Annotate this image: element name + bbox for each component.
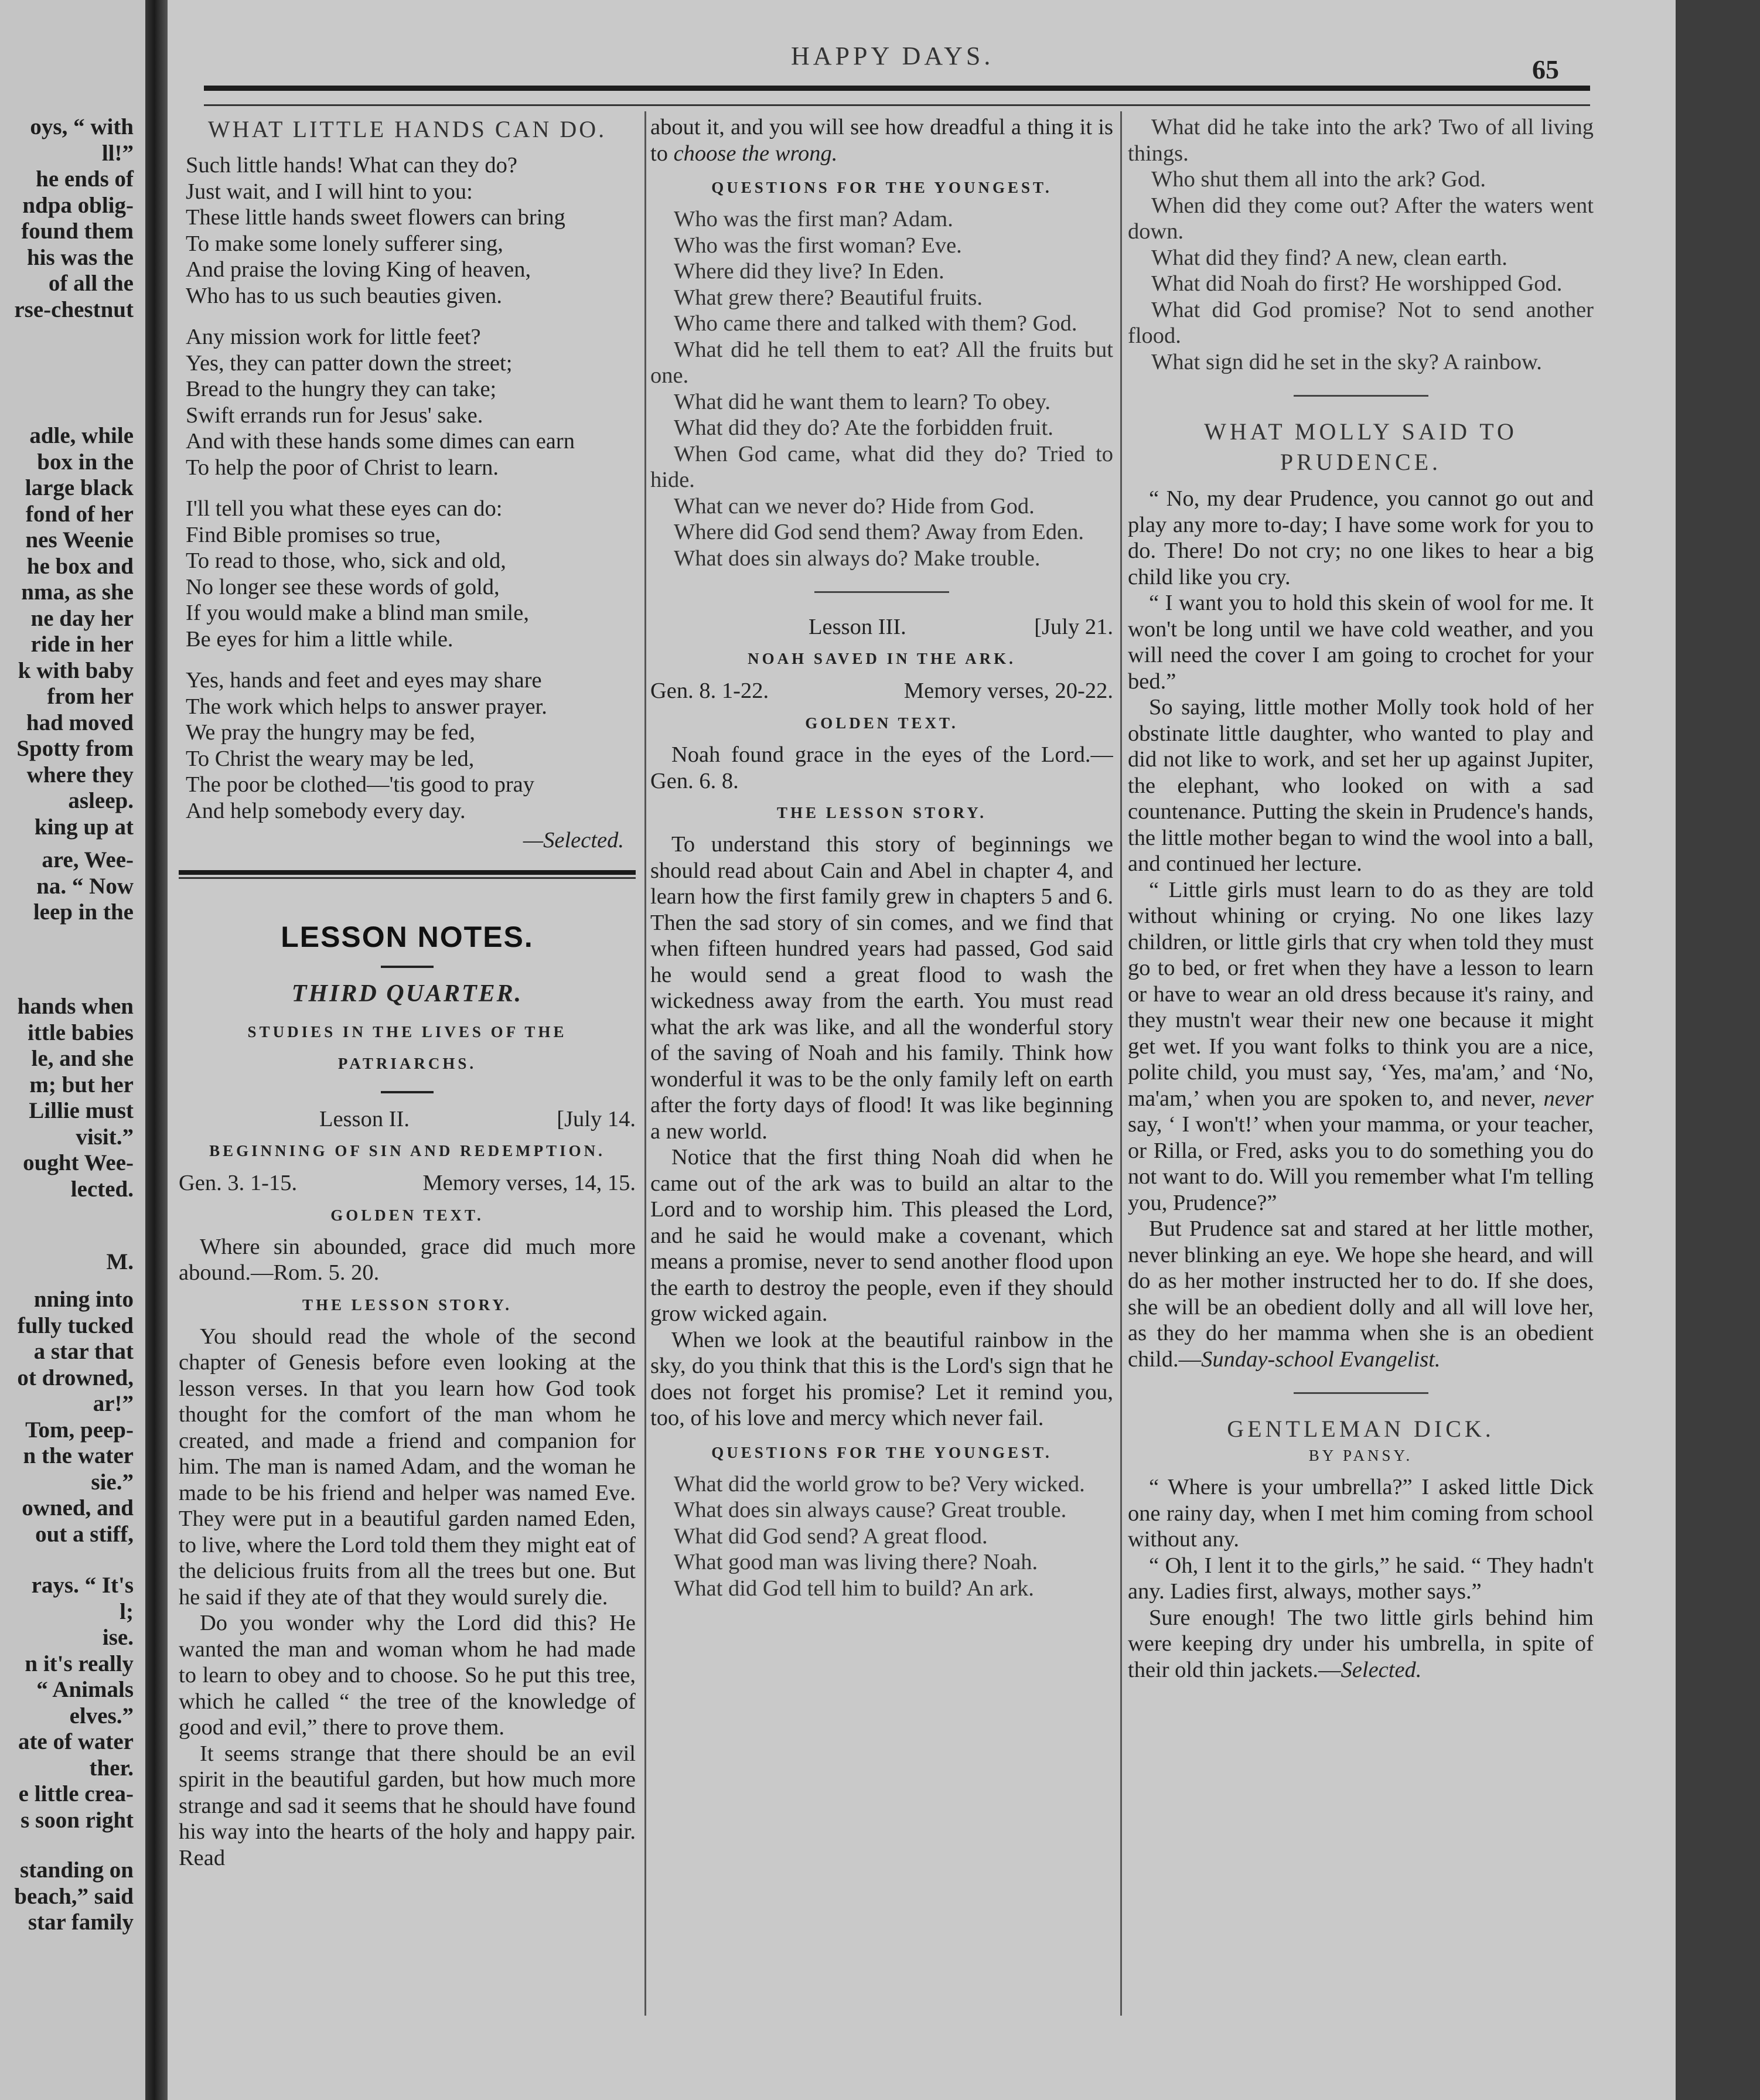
- fragment-line: his was the: [26, 244, 134, 270]
- fragment-line: he box and: [26, 553, 134, 579]
- story-title: PRUDENCE.: [1280, 449, 1442, 475]
- story-paragraph: “ Where is your umbrella?” I asked little Dick one rainy day, when I met him coming from school without any.: [1128, 1475, 1594, 1552]
- question-answer: What did he take into the ark? Two of all living things.: [1128, 115, 1594, 166]
- reference: Gen. 3. 1-15.: [179, 1170, 298, 1195]
- fragment-line: ate of water: [18, 1729, 134, 1754]
- left-page-fragment: [0, 0, 145, 2100]
- column-1: [179, 114, 636, 1871]
- poem-stanza: [179, 496, 636, 652]
- fragment-line: ll!”: [101, 140, 134, 166]
- fragment-line: fond of her: [25, 501, 134, 527]
- question-answer: What grew there? Beautiful fruits.: [674, 285, 983, 310]
- question-answer: When did they come out? After the waters went down.: [1128, 193, 1594, 244]
- fragment-line: na. “ Now: [36, 873, 134, 899]
- question-answer: What did Noah do first? He worshipped God.: [1151, 271, 1563, 296]
- poem-line: Be eyes for him a little while.: [186, 626, 453, 652]
- fragment-line: beach,” said: [14, 1883, 134, 1909]
- lesson-header: [650, 613, 1113, 641]
- divider-rule: [1294, 395, 1428, 397]
- story-paragraph: “ No, my dear Prudence, you cannot go out and play any more to-day; I have some work for you to do. There! Do not cry; no one likes to hear a big child like you cry.: [1128, 486, 1594, 589]
- poem-line: Who has to us such beauties given.: [186, 283, 502, 308]
- fragment-line: rse-chestnut: [14, 296, 134, 322]
- fragment-line: hands when: [17, 994, 134, 1019]
- scan-border: [1676, 0, 1760, 2100]
- fragment-line: Lillie must: [29, 1098, 134, 1123]
- divider-rule: [1294, 1392, 1428, 1394]
- poem-line: Yes, they can patter down the street;: [186, 350, 513, 376]
- fragment-line: a star that: [33, 1339, 134, 1364]
- lesson-title: NOAH SAVED IN THE ARK.: [748, 650, 1016, 667]
- fragment-line: “ Animals: [36, 1677, 134, 1702]
- poem-body: [179, 152, 636, 824]
- poem-line: To make some lonely sufferer sing,: [186, 231, 503, 256]
- lesson-date: [July 14.: [557, 1106, 636, 1131]
- reference: Gen. 8. 1-22.: [650, 679, 769, 703]
- fragment-line: Spotty from: [16, 736, 134, 761]
- questions-list: [650, 1471, 1113, 1602]
- fragment-line: where they: [26, 762, 134, 788]
- poem-line: And help somebody every day.: [186, 798, 466, 823]
- lesson-story-heading: THE LESSON STORY.: [777, 804, 987, 821]
- section-rule: [179, 870, 636, 875]
- question-answer: Who came there and talked with them? God.: [674, 311, 1077, 336]
- fragment-line: l;: [120, 1598, 134, 1624]
- fragment-line: k with baby: [18, 657, 134, 683]
- memory-verses: Memory verses, 14, 15.: [422, 1170, 636, 1195]
- short-rule: [381, 966, 434, 968]
- fragment-line: ought Wee-: [23, 1150, 134, 1175]
- poem-line: I'll tell you what these eyes can do:: [186, 496, 503, 521]
- lesson-notes-heading: LESSON NOTES.: [281, 920, 534, 953]
- question-answer: What did God send? A great flood.: [674, 1523, 988, 1549]
- fragment-line: ther.: [89, 1755, 134, 1781]
- left-fragment-block: [0, 1573, 134, 1833]
- byline: BY PANSY.: [1308, 1447, 1413, 1464]
- fragment-line: nes Weenie: [25, 527, 134, 553]
- story-paragraph: It seems strange that there should be an evil spirit in the beautiful garden, but how much more strange and sad it seems that he should have found his way into the hearts of the holy and happy pair. Read: [179, 1741, 636, 1870]
- story-continuation: [650, 114, 1113, 166]
- golden-text-heading: GOLDEN TEXT.: [805, 714, 959, 732]
- studies-line: PATRIARCHS.: [337, 1054, 477, 1072]
- fragment-line: e little crea-: [18, 1781, 134, 1806]
- fragment-line: of all the: [48, 271, 134, 296]
- story-source: Sunday-school Evangelist.: [1201, 1346, 1441, 1372]
- poem-line: And with these hands some dimes can earn: [186, 429, 575, 454]
- question-answer: What did God tell him to build? An ark.: [674, 1576, 1034, 1601]
- question-answer: What did they find? A new, clean earth.: [1151, 245, 1507, 270]
- poem-line: These little hands sweet flowers can bring: [186, 205, 565, 230]
- lesson-header: [179, 1105, 636, 1133]
- story-cont-emphasis: choose the wrong.: [673, 141, 838, 166]
- lesson-label: Lesson II.: [319, 1106, 410, 1131]
- story-text: say, ‘ I won't!’ when your mamma, or your teacher, or Rilla, or Fred, asks you to do something you do not want to do. Will you remember what I'm telling you, Prudence?”: [1128, 1112, 1594, 1215]
- left-fragment-block: [0, 1857, 134, 1936]
- short-rule: [381, 1091, 434, 1093]
- fragment-line: large black: [25, 475, 134, 500]
- fragment-line: he ends of: [36, 166, 134, 192]
- question-answer: What sign did he set in the sky? A rainbow.: [1151, 349, 1542, 374]
- fragment-line: ot drowned,: [17, 1365, 134, 1390]
- story-paragraph: Notice that the first thing Noah did when he came out of the ark was to build an altar to the Lord and to worship him. This pleased the Lord, and he said he would make a covenant, which means a promise, never to send another flood upon the earth to destroy the people, even if they should grow wicked again.: [650, 1145, 1113, 1326]
- fragment-line: owned, and: [22, 1495, 134, 1521]
- poem-line: The poor be clothed—'tis good to pray: [186, 772, 535, 797]
- header-rule-thin: [204, 104, 1590, 106]
- poem-line: To read to those, who, sick and old,: [186, 548, 506, 573]
- poem-line: And praise the loving King of heaven,: [186, 257, 531, 282]
- story-paragraph: “ I want you to hold this skein of wool for me. It won't be long until we have cold weather, and you will need the cover I am going to crochet for your bed.”: [1128, 591, 1594, 694]
- story-text: But Prudence sat and stared at her little mother, never blinking an eye. We hope she heard, and will do as her mother instructed her to do. If she does, she will be an obedient dolly and all will love her, as they do her mamma when she is an obedient child.—: [1128, 1216, 1594, 1372]
- fragment-line: from her: [47, 684, 134, 709]
- poem-line: If you would make a blind man smile,: [186, 601, 529, 625]
- story-paragraph: [1128, 877, 1594, 1216]
- question-answer: Who was the first woman? Eve.: [674, 233, 962, 258]
- left-fragment-block: [0, 1287, 134, 1547]
- poem-attribution: —Selected.: [523, 828, 624, 853]
- poem-stanza: [179, 152, 636, 309]
- question-answer: When God came, what did they do? Tried to hide.: [650, 441, 1113, 492]
- studies-line: STUDIES IN THE LIVES OF THE: [247, 1022, 567, 1041]
- fragment-line: M.: [106, 1249, 134, 1274]
- question-answer: What did he tell them to eat? All the fruits but one.: [650, 337, 1113, 388]
- fragment-line: le, and she: [31, 1046, 134, 1071]
- fragment-line: are, Wee-: [42, 847, 134, 872]
- question-answer: What did he want them to learn? To obey.: [674, 389, 1051, 414]
- header-rule: [204, 86, 1590, 91]
- story-text: Sure enough! The two little girls behind him were keeping dry under his umbrella, in spite of their old thin jackets.—: [1128, 1605, 1594, 1682]
- fragment-line: ride in her: [30, 632, 134, 657]
- left-fragment-block: [0, 1249, 134, 1276]
- poem-title: WHAT LITTLE HANDS CAN DO.: [207, 116, 607, 142]
- fragment-line: adle, while: [29, 423, 134, 448]
- lesson-title: BEGINNING OF SIN AND REDEMPTION.: [209, 1141, 605, 1160]
- question-answer: Who was the first man? Adam.: [674, 207, 953, 231]
- fragment-line: ise.: [102, 1625, 134, 1650]
- fragment-line: had moved: [26, 710, 134, 735]
- story-paragraph: “ Oh, I lent it to the girls,” he said. “ They hadn't any. Ladies first, always, mother says.”: [1128, 1553, 1594, 1604]
- fragment-line: ne day her: [30, 605, 134, 631]
- fragment-line: found them: [21, 219, 134, 244]
- question-answer: What good man was living there? Noah.: [674, 1550, 1038, 1574]
- poem-line: Such little hands! What can they do?: [186, 153, 517, 178]
- fragment-line: n the water: [23, 1443, 134, 1468]
- scripture-reference: [179, 1170, 636, 1196]
- poem-stanza: [179, 667, 636, 824]
- poem-line: To Christ the weary may be led,: [186, 746, 475, 771]
- fragment-line: elves.”: [69, 1703, 134, 1729]
- story-paragraph: [1128, 1605, 1594, 1683]
- story-paragraph: To understand this story of beginnings we should read about Cain and Abel in chapter 4, and learn how the first family grew in chapters 5 and 6. Then the sad story of sin comes, and we find that when fifteen hundred years had passed, God said he would send a great flood to wash the wickedness away from the earth. You must read what the ark was like, and all the wonderful story of the saving of Noah and his family. Think how wonderful it was to be the only family left on earth after the forty days of flood! It was like beginning a new world.: [650, 832, 1113, 1144]
- question-answer: Where did God send them? Away from Eden.: [674, 520, 1084, 544]
- poem-line: The work which helps to answer prayer.: [186, 694, 547, 719]
- divider-rule: [814, 591, 949, 593]
- fragment-line: m; but her: [29, 1072, 134, 1097]
- story-text: “ Little girls must learn to do as they are told without whining or crying. No one likes lazy children, or little girls that cry when told they must go to bed, or fret when they have a lesson to learn or have to wear an old dress because it's rainy, and they mustn't wear their new one because it might get wet. If you want folks to think you are a nice, polite child, you must say, ‘Yes, ma'am,’ and ‘No, ma'am,’ when you are spoken to, and never,: [1128, 877, 1594, 1111]
- questions-list: [650, 206, 1113, 571]
- poem-line: Yes, hands and feet and eyes may share: [186, 668, 542, 693]
- column-2: [650, 114, 1113, 1601]
- fragment-line: nning into: [33, 1287, 134, 1312]
- running-head: HAPPY DAYS.: [791, 42, 994, 70]
- fragment-line: Tom, peep-: [25, 1417, 134, 1443]
- story-paragraph: [1128, 1216, 1594, 1372]
- fragment-line: visit.”: [76, 1124, 134, 1150]
- poem-line: Bread to the hungry they can take;: [186, 377, 497, 401]
- scripture-reference: [650, 677, 1113, 704]
- poem-line: To help the poor of Christ to learn.: [186, 455, 499, 480]
- lesson-story-heading: THE LESSON STORY.: [302, 1296, 512, 1314]
- fragment-line: standing on: [19, 1857, 134, 1883]
- fragment-line: asleep.: [68, 788, 134, 813]
- question-answer: What does sin always cause? Great trouble.: [674, 1498, 1067, 1522]
- poem-line: Just wait, and I will hint to you:: [186, 179, 473, 204]
- question-answer: What did the world grow to be? Very wicked.: [674, 1471, 1085, 1496]
- fragment-line: nma, as she: [21, 579, 134, 605]
- page-number: 65: [1532, 54, 1559, 84]
- poem-line: Swift errands run for Jesus' sake.: [186, 403, 483, 428]
- fragment-line: ittle babies: [28, 1020, 134, 1045]
- poem-line: Find Bible promises so true,: [186, 522, 441, 547]
- golden-text-heading: GOLDEN TEXT.: [330, 1206, 484, 1224]
- column-divider: [644, 111, 646, 2016]
- story-source: Selected.: [1341, 1657, 1422, 1682]
- quarter-title: THIRD QUARTER.: [291, 980, 523, 1007]
- golden-text: Where sin abounded, grace did much more abound.—Rom. 5. 20.: [179, 1234, 636, 1285]
- left-fragment-block: [0, 847, 134, 926]
- fragment-line: star family: [28, 1910, 134, 1935]
- question-answer: What can we never do? Hide from God.: [674, 493, 1035, 519]
- fragment-line: oys, “ with: [30, 114, 134, 139]
- page-gutter: [145, 0, 168, 2100]
- questions-heading: QUESTIONS FOR THE YOUNGEST.: [711, 1443, 1052, 1461]
- fragment-line: fully tucked: [17, 1312, 134, 1338]
- story-paragraph: You should read the whole of the second chapter of Genesis before even looking at the lesson verses. In that you learn how God took thought for the comfort of the man whom he created, and made a friend and companion for him. The man is named Adam, and the woman he made to be his friend and helper was named Eve. They were put in a beautiful garden named Eden, to live, where the Lord told them they might eat of the delicious fruits from all the trees but one. But he said if they ate of that they would surely die.: [179, 1324, 636, 1610]
- fragment-line: sie.”: [91, 1469, 134, 1495]
- fragment-line: rays. “ It's: [31, 1573, 134, 1598]
- golden-text: Noah found grace in the eyes of the Lord.—Gen. 6. 8.: [650, 742, 1113, 793]
- fragment-line: ndpa oblig-: [22, 192, 134, 218]
- fragment-line: leep in the: [33, 899, 134, 925]
- lesson-label: Lesson III.: [809, 615, 906, 639]
- fragment-line: lected.: [70, 1176, 134, 1202]
- fragment-line: s soon right: [21, 1807, 134, 1833]
- questions-list-continued: [1128, 114, 1594, 375]
- fragment-line: n it's really: [25, 1651, 134, 1676]
- question-answer: What did they do? Ate the forbidden fruit.: [674, 415, 1053, 440]
- poem-line: Any mission work for little feet?: [186, 325, 481, 349]
- question-answer: What did God promise? Not to send another flood.: [1128, 297, 1594, 348]
- question-answer: Where did they live? In Eden.: [674, 259, 944, 284]
- left-fragment-block: [0, 114, 134, 323]
- story-paragraph: So saying, little mother Molly took hold of her obstinate little daughter, who wanted to play and did not like to work, and set her up against Jupiter, the elephant, who looked on with a sad countenance. Putting the skein in Prudence's hands, the little mother began to wind the wool into a ball, and continued her lecture.: [1128, 695, 1594, 876]
- question-answer: Who shut them all into the ark? God.: [1151, 167, 1486, 192]
- questions-heading: QUESTIONS FOR THE YOUNGEST.: [711, 179, 1052, 196]
- lesson-date: [July 21.: [1034, 615, 1113, 639]
- fragment-line: out a stiff,: [35, 1521, 134, 1547]
- left-fragment-block: [0, 994, 134, 1202]
- story-cont-text: about it, and you will see how dreadful a thing it is to: [650, 115, 1113, 166]
- question-answer: What does sin always do? Make trouble.: [674, 546, 1041, 571]
- column-3: [1128, 114, 1594, 1683]
- story-paragraph: When we look at the beautiful rainbow in the sky, do you think that this is the Lord's sign that he does not forget his promise? Let it remind you, too, of his love and mercy which never fail.: [650, 1327, 1113, 1430]
- memory-verses: Memory verses, 20-22.: [903, 679, 1113, 703]
- poem-line: We pray the hungry may be fed,: [186, 720, 476, 745]
- story-title: WHAT MOLLY SAID TO: [1204, 418, 1517, 445]
- column-divider: [1120, 111, 1122, 2016]
- poem-stanza: [179, 324, 636, 480]
- fragment-line: box in the: [37, 449, 134, 475]
- fragment-line: king up at: [34, 814, 134, 840]
- left-fragment-block: [0, 423, 134, 840]
- story-emphasis: never: [1543, 1086, 1594, 1111]
- story-title: GENTLEMAN DICK.: [1227, 1416, 1495, 1442]
- fragment-line: ar!”: [93, 1391, 134, 1416]
- poem-line: No longer see these words of gold,: [186, 574, 500, 599]
- section-rule-thin: [179, 877, 636, 879]
- story-paragraph: Do you wonder why the Lord did this? He wanted the man and woman whom he had made to learn to obey and to choose. So he put this tree, which he called “ the tree of the knowledge of good and evil,” there to prove them.: [179, 1611, 636, 1740]
